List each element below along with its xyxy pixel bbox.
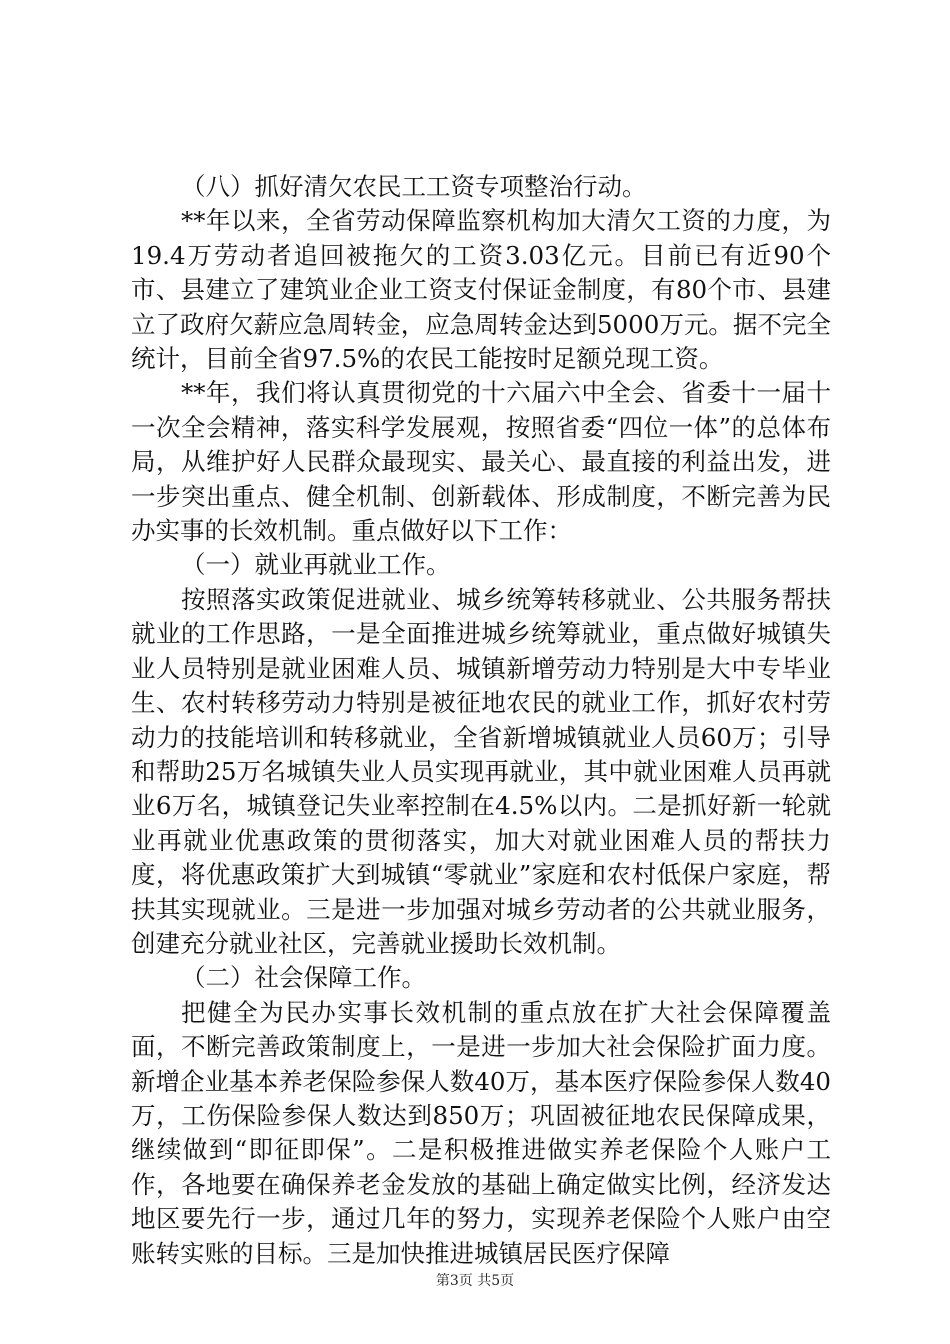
section-heading-2: （二）社会保障工作。 bbox=[181, 963, 426, 993]
document-body bbox=[131, 170, 831, 1271]
paragraph-work-plan: **年，我们将认真贯彻党的十六届六中全会、省委十一届十一次全会精神，落实科学发展观，按照省委“四位一体”的总体布局，从维护好人民群众最现实、最关心、最直接的利益出发，进一步突出重点、健全机制、创新载体、形成制度，不断完善为民办实事的长效机制。重点做好以下工作： bbox=[131, 378, 831, 546]
section-heading-8: （八）抓好清欠农民工工资专项整治行动。 bbox=[181, 172, 647, 201]
paragraph-wage-recovery: **年以来，全省劳动保障监察机构加大清欠工资的力度，为19.4万劳动者追回被拖欠的工资3.03亿元。目前已有近90个市、县建立了建筑业企业工资支付保证金制度，有80个市、县建立了政府欠薪应急周转金，应急周转金达到5000万元。据不完全统计，目前全省97.5%的农民工能按时足额兑现工资。 bbox=[131, 206, 831, 374]
paragraph-employment: 按照落实政策促进就业、城乡统筹转移就业、公共服务帮扶就业的工作思路，一是全面推进城乡统筹就业，重点做好城镇失业人员特别是就业困难人员、城镇新增劳动力特别是大中专毕业生、农村转移劳动力特别是被征地农民的就业工作，抓好农村劳动力的技能培训和转移就业，全省新增城镇就业人员60万；引导和帮助25万名城镇失业人员实现再就业，其中就业困难人员再就业6万名，城镇登记失业率控制在4.5%以内。二是抓好新一轮就业再就业优惠政策的贯彻落实，加大对就业困难人员的帮扶力度，将优惠政策扩大到城镇“零就业”家庭和农村低保户家庭，帮扶其实现就业。三是进一步加强对城乡劳动者的公共就业服务，创建充分就业社区，完善就业援助长效机制。 bbox=[131, 584, 831, 958]
paragraph-social-security: 把健全为民办实事长效机制的重点放在扩大社会保障覆盖面，不断完善政策制度上，一是进一步加大社会保险扩面力度。新增企业基本养老保险参保人数40万，基本医疗保险参保人数40万，工伤保险参保人数达到850万；巩固被征地农民保障成果，继续做到“即征即保”。二是积极推进做实养老保险个人账户工作，各地要在确保养老金发放的基础上确定做实比例，经济发达地区要先行一步，通过几年的努力，实现养老保险个人账户由空账转实账的目标。三是加快推进城镇居民医疗保障 bbox=[131, 997, 831, 1268]
page-footer: 第3页 共5页 bbox=[435, 1273, 515, 1289]
section-heading-1: （一）就业再就业工作。 bbox=[181, 550, 451, 580]
